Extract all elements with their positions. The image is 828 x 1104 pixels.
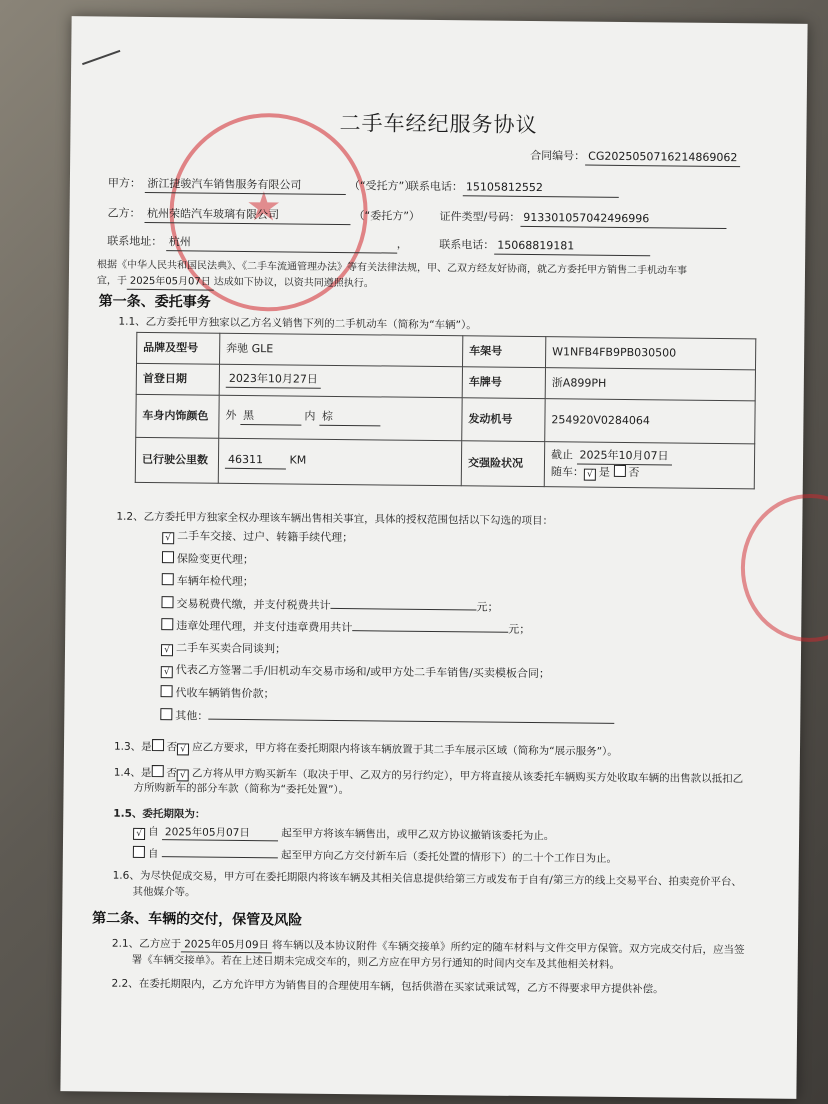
party-b-name: 杭州荣皓汽车玻璃有限公司 xyxy=(144,207,350,225)
checkbox-yes[interactable] xyxy=(152,739,164,751)
option-checkbox[interactable] xyxy=(161,596,173,608)
contract-document xyxy=(60,16,807,1099)
reg-date: 2023年10月27日 xyxy=(226,372,321,389)
blank-line[interactable] xyxy=(208,708,614,724)
option-checkbox[interactable] xyxy=(161,685,173,697)
vin-label: 车架号 xyxy=(462,336,545,368)
clause-text: 将车辆以及本协议附件《车辆交接单》所约定的随车材料与文件交甲方保管。双方完成交付后，应当签 xyxy=(272,939,745,957)
exterior-color: 黑 xyxy=(240,409,301,425)
yes-label: 是 xyxy=(598,465,610,479)
option-suffix: 元； xyxy=(476,600,499,614)
engine-label: 发动机号 xyxy=(462,398,545,442)
section-1-title: 第一条、委托事务 xyxy=(98,293,211,311)
insurance-until-label: 截止 xyxy=(551,448,574,462)
address-phone-label: 联系电话： xyxy=(439,238,495,252)
term-option-1 xyxy=(133,825,554,845)
list-item xyxy=(162,551,254,568)
color-value xyxy=(219,395,462,441)
option-checkbox[interactable]: √ xyxy=(162,532,174,544)
insurance-until-date: 2025年10月07日 xyxy=(576,449,671,466)
contract-number-label: 合同编号： xyxy=(530,148,586,163)
term-option-2 xyxy=(133,845,617,866)
clause-2-2 xyxy=(111,977,663,997)
clause-number: 1.3、 xyxy=(113,740,142,753)
intro-line-1: 根据《中华人民共和国民法典》、《二手车流通管理办法》等有关法律法规，甲、乙双方经友好协商，就乙方委托甲方销售二手机动车事 xyxy=(96,259,688,277)
checkbox-no[interactable]: √ xyxy=(177,743,189,755)
clause-text: 为尽快促成交易，甲方可在委托期限内将该车辆及其相关信息提供给第三方或发布于自有/第三方的线上交易平台、拍卖竞价平台、 xyxy=(139,869,742,889)
option-text: 其他： xyxy=(175,709,209,723)
list-item xyxy=(161,641,286,657)
term-checkbox[interactable] xyxy=(133,846,145,858)
insurance-label: 交强险状况 xyxy=(461,441,544,487)
contract-number xyxy=(530,149,740,167)
clause-1-4-line-2: 方所购新车的部分车款（简称为“委托处置”）。 xyxy=(133,781,350,797)
option-text: 保险变更代理； xyxy=(176,552,255,567)
term-checkbox[interactable]: √ xyxy=(133,828,145,840)
party-b-id-value: 913301057042496996 xyxy=(520,211,726,229)
term-date: 2025年05月07日 xyxy=(162,825,278,841)
party-a-label: 甲方： xyxy=(107,176,141,190)
table-row xyxy=(136,394,755,443)
list-item xyxy=(160,685,274,702)
yes-label: 是 xyxy=(141,740,152,754)
clause-text: 在委托期限内，乙方允许甲方为销售目的合理使用车辆，包括供潜在买家试乘试驾，乙方不得要求甲方提供补偿。 xyxy=(138,977,664,996)
option-checkbox[interactable]: √ xyxy=(161,666,173,678)
checkbox-yes[interactable] xyxy=(151,765,163,777)
mileage-unit: KM xyxy=(289,453,307,467)
party-b-id xyxy=(439,210,726,229)
clause-1-1: 1.1、乙方委托甲方独家以乙方名义销售下列的二手机动车（简称为“车辆”）。 xyxy=(118,315,477,332)
checkbox-yes[interactable]: √ xyxy=(584,468,596,480)
engine-value: 254920V0284064 xyxy=(545,399,755,444)
address-label: 联系地址： xyxy=(107,234,163,249)
option-suffix: 元； xyxy=(508,622,531,637)
mileage-label: 已行驶公里数 xyxy=(135,437,218,483)
from-label: 自 xyxy=(148,826,159,839)
list-item xyxy=(161,617,530,638)
option-checkbox[interactable] xyxy=(160,708,172,720)
clause-number: 1.6、 xyxy=(112,869,140,882)
option-text: 代收车辆销售价款； xyxy=(175,686,275,701)
clause-text: 应乙方要求，甲方将在委托期限内将该车辆放置于其二手车展示区域（简称为“展示服务”）。 xyxy=(192,741,618,758)
table-row xyxy=(135,437,754,488)
clause-number: 2.2、 xyxy=(111,977,139,990)
no-label: 否 xyxy=(166,767,177,780)
intro-date: 2025年05月07日 xyxy=(127,275,214,290)
address-value: 杭州 xyxy=(166,235,397,253)
interior-color: 棕 xyxy=(319,410,380,426)
no-label: 否 xyxy=(166,741,178,754)
party-a-role: （“受托方”） xyxy=(348,179,416,193)
party-a-name: 浙江捷骏汽车销售服务有限公司 xyxy=(144,177,345,195)
clause-1-6 xyxy=(113,869,742,890)
address-separator: ， xyxy=(396,237,408,251)
address-row xyxy=(107,235,408,254)
plate-label: 车牌号 xyxy=(462,367,545,399)
mileage-value xyxy=(218,438,461,486)
mileage-number: 46311 xyxy=(225,453,286,469)
insurance-value xyxy=(544,442,754,489)
delivery-date: 2025年05月09日 xyxy=(181,937,272,953)
company-seal: ★ xyxy=(169,112,369,312)
with-car-label: 随车： xyxy=(550,465,584,479)
clause-number: 2.1、 xyxy=(111,937,140,950)
address-phone-value: 15068819181 xyxy=(494,239,650,256)
checkbox-no[interactable]: √ xyxy=(177,769,189,781)
clause-number: 1.5、 xyxy=(113,807,143,820)
option-text: 车辆年检代理； xyxy=(176,574,254,589)
contract-paper xyxy=(60,16,807,1099)
clause-1-2: 1.2、乙方委托甲方独家全权办理该车辆出售相关事宜，具体的授权范围包括以下勾选的项目： xyxy=(116,510,554,528)
vehicle-info-table xyxy=(135,332,757,489)
term-text: 起至甲方向乙方交付新车后（委托处置的情形下）的二十个工作日为止。 xyxy=(280,849,618,865)
brand-value: 奔驰 GLE xyxy=(220,333,463,367)
blank-line[interactable] xyxy=(330,597,476,611)
option-text: 代表乙方签署二手/旧机动车交易市场和/或甲方处二手车销售/买卖模板合同； xyxy=(175,663,550,681)
list-item xyxy=(160,707,614,729)
party-a-phone xyxy=(408,180,619,198)
reg-value xyxy=(219,364,462,398)
clause-2-1-line-2: 署《车辆交接单》。若在上述日期未完成交车的，则乙方应在甲方另行通知的时间内交车及其他相关材料。 xyxy=(131,953,621,971)
clause-prefix: 乙方应于 xyxy=(139,937,182,951)
plate-value: 浙A899PH xyxy=(545,368,755,401)
option-text: 违章处理代理，并支付违章费用共计 xyxy=(176,619,353,635)
option-checkbox[interactable] xyxy=(162,573,174,585)
term-text: 起至甲方将该车辆售出，或甲乙双方协议撤销该委托为止。 xyxy=(281,827,555,843)
clause-1-5 xyxy=(113,807,205,822)
option-checkbox[interactable]: √ xyxy=(161,644,173,656)
exterior-label: 外 xyxy=(225,408,237,423)
list-item xyxy=(161,595,498,615)
checkbox-no[interactable] xyxy=(613,465,625,477)
reg-label: 首登日期 xyxy=(136,363,219,395)
yes-label: 是 xyxy=(140,766,152,780)
option-text: 交易税费代缴，并支付税费共计 xyxy=(176,597,331,612)
party-a-row xyxy=(108,177,416,196)
clause-number: 1.4、 xyxy=(113,766,141,779)
contract-number-value: CG2025050716214869062 xyxy=(585,150,740,167)
party-b-label: 乙方： xyxy=(107,206,141,220)
blank-line[interactable] xyxy=(162,845,278,858)
option-text: 二手车买卖合同谈判； xyxy=(175,641,287,656)
list-item xyxy=(162,529,353,546)
blank-line[interactable] xyxy=(352,619,508,633)
party-a-phone-value: 15105812552 xyxy=(463,180,619,197)
clause-1-6-line-2: 其他媒介等。 xyxy=(132,885,196,899)
intro-prefix: 宜，于 xyxy=(96,275,127,287)
interior-label: 内 xyxy=(304,409,316,423)
address-phone xyxy=(439,238,650,256)
color-label: 车身内饰颜色 xyxy=(136,394,219,438)
party-b-id-label: 证件类型/号码： xyxy=(439,210,521,224)
option-checkbox[interactable] xyxy=(162,551,174,563)
from-label: 自 xyxy=(147,848,159,861)
option-text: 二手车交接、过户、转籍手续代理； xyxy=(177,529,354,545)
vin-value: W1NFB4FB9PB030500 xyxy=(545,337,755,370)
brand-label: 品牌及型号 xyxy=(137,332,220,364)
party-b-role: （“委托方”） xyxy=(353,209,421,223)
no-label: 否 xyxy=(628,465,640,480)
clause-label: 委托期限为： xyxy=(142,807,206,821)
section-2-title: 第二条、车辆的交付，保管及风险 xyxy=(92,910,303,929)
list-item xyxy=(162,573,254,590)
party-a-phone-label: 联系电话： xyxy=(407,179,463,194)
clause-text: 乙方将从甲方购买新车（取决于甲、乙双方的另行约定），甲方将直接从该委托车辆购买方处收取车辆的出售款以抵扣乙 xyxy=(191,767,744,786)
clause-1-3 xyxy=(114,739,618,760)
document-title: 二手车经纪服务协议 xyxy=(339,110,538,138)
party-b-row xyxy=(107,207,420,226)
list-item xyxy=(161,663,550,682)
intro-line-2 xyxy=(97,274,374,291)
option-checkbox[interactable] xyxy=(161,618,173,630)
intro-suffix: 达成如下协议，以资共同遵照执行。 xyxy=(213,276,374,290)
